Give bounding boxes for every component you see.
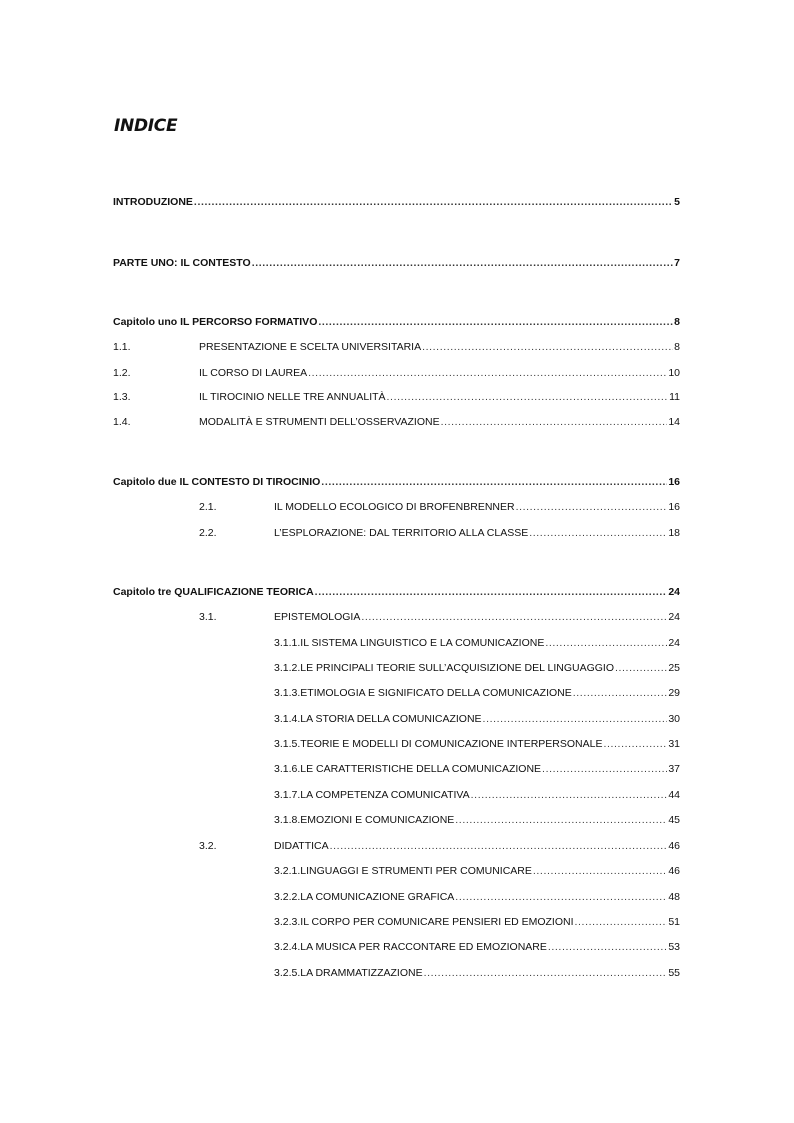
toc-entry-page: 45 bbox=[668, 814, 680, 826]
toc-entry-label: 3.1.5.TEORIE E MODELLI DI COMUNICAZIONE INTERPERSONALE bbox=[274, 738, 603, 750]
toc-entry-section[interactable] bbox=[199, 526, 680, 540]
toc-leader-dots bbox=[533, 864, 667, 878]
toc-entry-page: 46 bbox=[668, 865, 680, 877]
toc-entry-label: IL CORSO DI LAUREA bbox=[199, 367, 308, 379]
toc-entry-label: EPISTEMOLOGIA bbox=[274, 611, 361, 623]
toc-entry-number: 1.4. bbox=[113, 416, 131, 428]
toc-entry-subsection[interactable] bbox=[274, 636, 680, 650]
toc-entry-section[interactable] bbox=[113, 415, 680, 429]
toc-entry-subsection[interactable] bbox=[274, 686, 680, 700]
toc-leader-dots bbox=[308, 366, 667, 380]
toc-entry-page: 29 bbox=[668, 687, 680, 699]
toc-entry-label: Capitolo uno IL PERCORSO FORMATIVO bbox=[113, 316, 318, 328]
toc-entry-subsection[interactable] bbox=[274, 762, 680, 776]
toc-entry-page: 46 bbox=[668, 840, 680, 852]
toc-entry-page: 37 bbox=[668, 763, 680, 775]
toc-entry-label: 3.1.2.LE PRINCIPALI TEORIE SULL’ACQUISIZIONE DEL LINGUAGGIO bbox=[274, 662, 614, 674]
toc-leader-dots bbox=[575, 915, 668, 929]
toc-leader-dots bbox=[573, 686, 668, 700]
toc-entry-label: PARTE UNO: IL CONTESTO bbox=[113, 257, 251, 269]
toc-entry-number: 3.2. bbox=[199, 840, 217, 852]
toc-entry-subsection[interactable] bbox=[274, 966, 680, 980]
toc-entry-subsection[interactable] bbox=[274, 890, 680, 904]
toc-entry-section[interactable] bbox=[199, 610, 680, 624]
toc-entry-page: 24 bbox=[668, 611, 680, 623]
toc-entry-label: PRESENTAZIONE E SCELTA UNIVERSITARIA bbox=[199, 341, 422, 353]
toc-entry-page: 8 bbox=[674, 341, 680, 353]
toc-entry-label: IL TIROCINIO NELLE TRE ANNUALITÀ bbox=[199, 391, 386, 403]
toc-leader-dots bbox=[321, 475, 667, 489]
toc-entry-subsection[interactable] bbox=[274, 915, 680, 929]
toc-entry-label: Capitolo tre QUALIFICAZIONE TEORICA bbox=[113, 586, 314, 598]
toc-entry-chapter-2[interactable] bbox=[113, 475, 680, 489]
toc-leader-dots bbox=[529, 526, 667, 540]
toc-entry-label: 3.2.5.LA DRAMMATIZZAZIONE bbox=[274, 967, 423, 979]
toc-entry-parte-uno[interactable] bbox=[113, 256, 680, 270]
toc-entry-label: Capitolo due IL CONTESTO DI TIROCINIO bbox=[113, 476, 321, 488]
toc-entry-subsection[interactable] bbox=[274, 661, 680, 675]
toc-entry-label: 3.1.4.LA STORIA DELLA COMUNICAZIONE bbox=[274, 713, 482, 725]
toc-entry-label: 3.1.6.LE CARATTERISTICHE DELLA COMUNICAZIONE bbox=[274, 763, 542, 775]
toc-entry-label: 3.1.8.EMOZIONI E COMUNICAZIONE bbox=[274, 814, 455, 826]
toc-leader-dots bbox=[516, 500, 668, 514]
toc-entry-page: 30 bbox=[668, 713, 680, 725]
toc-leader-dots bbox=[455, 890, 667, 904]
toc-entry-subsection[interactable] bbox=[274, 788, 680, 802]
toc-leader-dots bbox=[542, 762, 667, 776]
toc-leader-dots bbox=[603, 737, 667, 751]
toc-leader-dots bbox=[545, 636, 667, 650]
toc-entry-page: 48 bbox=[668, 891, 680, 903]
toc-entry-subsection[interactable] bbox=[274, 940, 680, 954]
toc-entry-label: IL MODELLO ECOLOGICO DI BROFENBRENNER bbox=[274, 501, 515, 513]
toc-leader-dots bbox=[455, 813, 667, 827]
toc-leader-dots bbox=[424, 966, 668, 980]
toc-entry-label: MODALITÀ E STRUMENTI DELL’OSSERVAZIONE bbox=[199, 416, 440, 428]
toc-entry-number: 3.1. bbox=[199, 611, 217, 623]
toc-entry-page: 10 bbox=[668, 367, 680, 379]
toc-entry-page: 7 bbox=[674, 257, 680, 269]
toc-entry-page: 14 bbox=[668, 416, 680, 428]
toc-leader-dots bbox=[548, 940, 667, 954]
toc-entry-page: 53 bbox=[668, 941, 680, 953]
toc-entry-page: 5 bbox=[674, 196, 680, 208]
toc-entry-page: 51 bbox=[668, 916, 680, 928]
toc-entry-page: 25 bbox=[668, 662, 680, 674]
toc-entry-label: 3.2.2.LA COMUNICAZIONE GRAFICA bbox=[274, 891, 455, 903]
toc-entry-page: 11 bbox=[669, 391, 680, 403]
toc-entry-section[interactable] bbox=[113, 366, 680, 380]
toc-entry-chapter-3[interactable] bbox=[113, 585, 680, 599]
toc-entry-label: 3.2.4.LA MUSICA PER RACCONTARE ED EMOZIONARE bbox=[274, 941, 547, 953]
toc-leader-dots bbox=[615, 661, 667, 675]
toc-entry-page: 24 bbox=[668, 586, 680, 598]
toc-entry-section[interactable] bbox=[199, 500, 680, 514]
toc-entry-page: 44 bbox=[668, 789, 680, 801]
toc-entry-label: INTRODUZIONE bbox=[113, 196, 193, 208]
toc-entry-label: 3.1.1.IL SISTEMA LINGUISTICO E LA COMUNICAZIONE bbox=[274, 637, 545, 649]
toc-entry-number: 2.2. bbox=[199, 527, 217, 539]
toc-leader-dots bbox=[330, 839, 668, 853]
toc-leader-dots bbox=[252, 256, 673, 270]
toc-entry-page: 31 bbox=[668, 738, 680, 750]
toc-entry-subsection[interactable] bbox=[274, 813, 680, 827]
toc-entry-section[interactable] bbox=[113, 340, 680, 354]
toc-entry-chapter-1[interactable] bbox=[113, 315, 680, 329]
toc-leader-dots bbox=[441, 415, 668, 429]
toc-entry-label: 3.1.7.LA COMPETENZA COMUNICATIVA bbox=[274, 789, 470, 801]
toc-entry-page: 8 bbox=[674, 316, 680, 328]
toc-entry-page: 16 bbox=[668, 476, 680, 488]
toc-entry-number: 2.1. bbox=[199, 501, 217, 513]
toc-entry-page: 55 bbox=[668, 967, 680, 979]
toc-entry-label: 3.2.1.LINGUAGGI E STRUMENTI PER COMUNICARE bbox=[274, 865, 532, 877]
toc-entry-number: 1.2. bbox=[113, 367, 131, 379]
toc-entry-section[interactable] bbox=[113, 390, 680, 404]
page-title: INDICE bbox=[114, 116, 178, 136]
toc-leader-dots bbox=[422, 340, 673, 354]
toc-entry-subsection[interactable] bbox=[274, 737, 680, 751]
toc-leader-dots bbox=[361, 610, 667, 624]
toc-leader-dots bbox=[315, 585, 668, 599]
toc-entry-subsection[interactable] bbox=[274, 864, 680, 878]
toc-entry-number: 1.3. bbox=[113, 391, 131, 403]
toc-leader-dots bbox=[483, 712, 668, 726]
toc-entry-introduzione[interactable] bbox=[113, 195, 680, 209]
toc-entry-label: L’ESPLORAZIONE: DAL TERRITORIO ALLA CLASSE bbox=[274, 527, 529, 539]
toc-leader-dots bbox=[194, 195, 673, 209]
toc-entry-page: 16 bbox=[668, 501, 680, 513]
toc-entry-subsection[interactable] bbox=[274, 712, 680, 726]
toc-leader-dots bbox=[387, 390, 669, 404]
toc-entry-label: DIDATTICA bbox=[274, 840, 329, 852]
toc-entry-label: 3.2.3.IL CORPO PER COMUNICARE PENSIERI ED EMOZIONI bbox=[274, 916, 574, 928]
toc-entry-number: 1.1. bbox=[113, 341, 131, 353]
toc-entry-label: 3.1.3.ETIMOLOGIA E SIGNIFICATO DELLA COMUNICAZIONE bbox=[274, 687, 572, 699]
toc-entry-section[interactable] bbox=[199, 839, 680, 853]
toc-leader-dots bbox=[318, 315, 673, 329]
toc-entry-page: 18 bbox=[668, 527, 680, 539]
toc-entry-page: 24 bbox=[668, 637, 680, 649]
toc-leader-dots bbox=[471, 788, 668, 802]
